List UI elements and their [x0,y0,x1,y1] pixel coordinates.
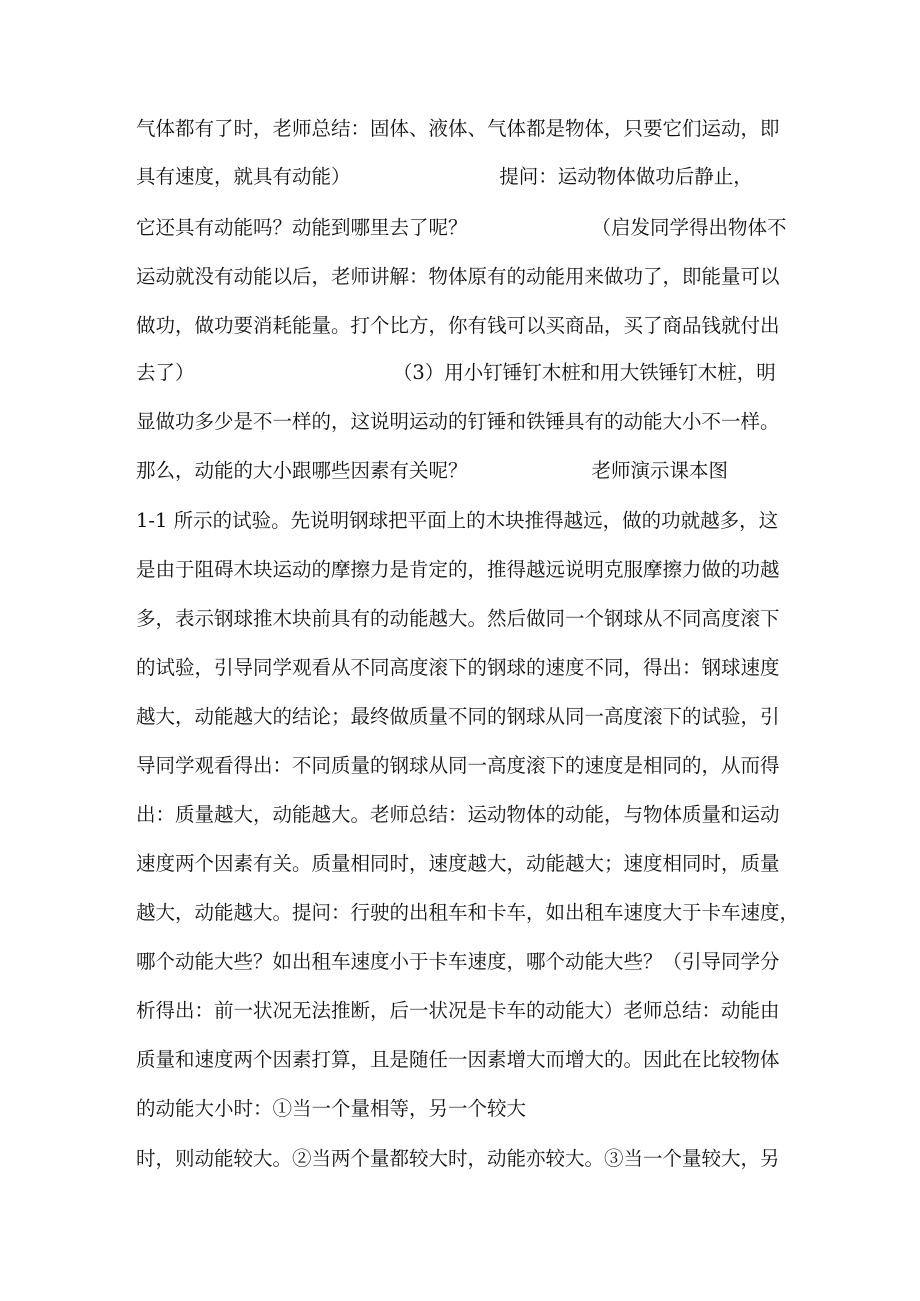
text-line-20: 质量和速度两个因素打算，且是随任一因素增大而增大的。因此在比较物体 [136,1048,780,1071]
text-line-6: 去了） （3）用小钉锤钉木桩和用大铁锤钉木桩，明 [136,361,776,384]
text-line-8: 那么，动能的大小跟哪些因素有关呢？ 老师演示课本图 [136,459,728,482]
text-line-10: 是由于阻碍木块运动的摩擦力是肯定的，推得越远说明克服摩擦力做的功越 [136,558,780,581]
text-line-12: 的试验，引导同学观看从不同高度滚下的钢球的速度不同，得出：钢球速度 [136,656,780,679]
text-line-5: 做功，做功要消耗能量。打个比方，你有钱可以买商品，买了商品钱就付出 [136,314,780,337]
text-line-3: 它还具有动能吗？动能到哪里去了呢？ （启发同学得出物体不 [136,216,787,239]
text-line-2: 具有速度，就具有动能） 提问：运动物体做功后静止， [136,165,753,188]
text-line-14: 导同学观看得出：不同质量的钢球从同一高度滚下的速度是相同的，从而得 [136,754,780,777]
text-line-7: 显做功多少是不一样的，这说明运动的钉锤和铁锤具有的动能大小不一样。 [136,410,780,433]
text-line-1: 气体都有了时，老师总结：固体、液体、气体都是物体，只要它们运动，即 [136,117,780,140]
text-line-15: 出：质量越大，动能越大。老师总结：运动物体的动能，与物体质量和运动 [136,803,780,826]
text-line-4: 运动就没有动能以后，老师讲解：物体原有的动能用来做功了，即能量可以 [136,265,780,288]
text-line-11: 多，表示钢球推木块前具有的动能越大。然后做同一个钢球从不同高度滚下 [136,607,780,630]
text-line-9: 1-1 所示的试验。先说明钢球把平面上的木块推得越远，做的功就越多，这 [136,509,779,532]
text-line-21: 的动能大小时：①当一个量相等，另一个较大 [136,1097,527,1120]
text-line-17: 越大，动能越大。提问：行驶的出租车和卡车，如出租车速度大于卡车速度， [136,901,800,924]
text-line-19: 析得出：前一状况无法推断，后一状况是卡车的动能大）老师总结：动能由 [136,999,780,1022]
text-line-22: 时，则动能较大。②当两个量都较大时，动能亦较大。③当一个量较大，另 [136,1147,780,1170]
text-line-16: 速度两个因素有关。质量相同时，速度越大，动能越大；速度相同时，质量 [136,852,780,875]
text-line-13: 越大，动能越大的结论；最终做质量不同的钢球从同一高度滚下的试验，引 [136,705,780,728]
text-line-18: 哪个动能大些？如出租车速度小于卡车速度，哪个动能大些？（引导同学分 [136,950,780,973]
